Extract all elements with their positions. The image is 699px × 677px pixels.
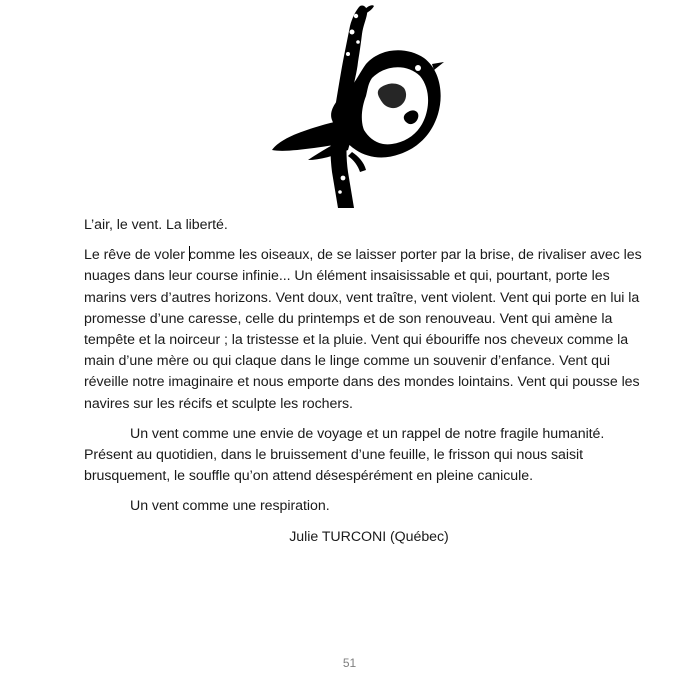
paragraph-1 (84, 245, 654, 415)
page-number: 51 (342, 656, 357, 670)
paragraph-1-start: Le rêve de voler (84, 247, 189, 264)
paragraph-1-rest: comme les oiseaux, de se laisser porter par la brise, de rivaliser avec les nuages dans leur course infinie... Un élément insaisissable et qui, pourtant, porte les marins vers d’autres horizons. Vent doux, vent traître, vent violent. Vent qui porte en lui la promesse d’une caresse, celle du printemps et de son renouveau. Vent qui amène la tempête et la noirceur ; la tristesse et la pluie. Vent qui ébouriffe nos cheveux comme la main d’une mère ou qui claque dans le linge comme un souvenir d’enfance. Vent qui réveille notre imaginaire et nous emporte dans des mondes lointains. Vent qui pousse les navires sur les récifs et sculpte les rochers. (84, 247, 642, 412)
bird-on-branch-icon (268, 2, 446, 210)
author-signature: Julie TURCONI (Québec) (289, 528, 449, 545)
lead-line: L’air, le vent. La liberté. (84, 217, 228, 233)
poem-text (84, 215, 654, 548)
paragraph-2: Un vent comme une envie de voyage et un rappel de notre fragile humanité. Présent au quotidien, dans le bruissement d’une feuille, le frisson qui nous saisit brusquement, le souffle qu’on attend désespérément en pleine canicule. (84, 425, 605, 485)
paragraph-3: Un vent comme une respiration. (130, 498, 330, 515)
